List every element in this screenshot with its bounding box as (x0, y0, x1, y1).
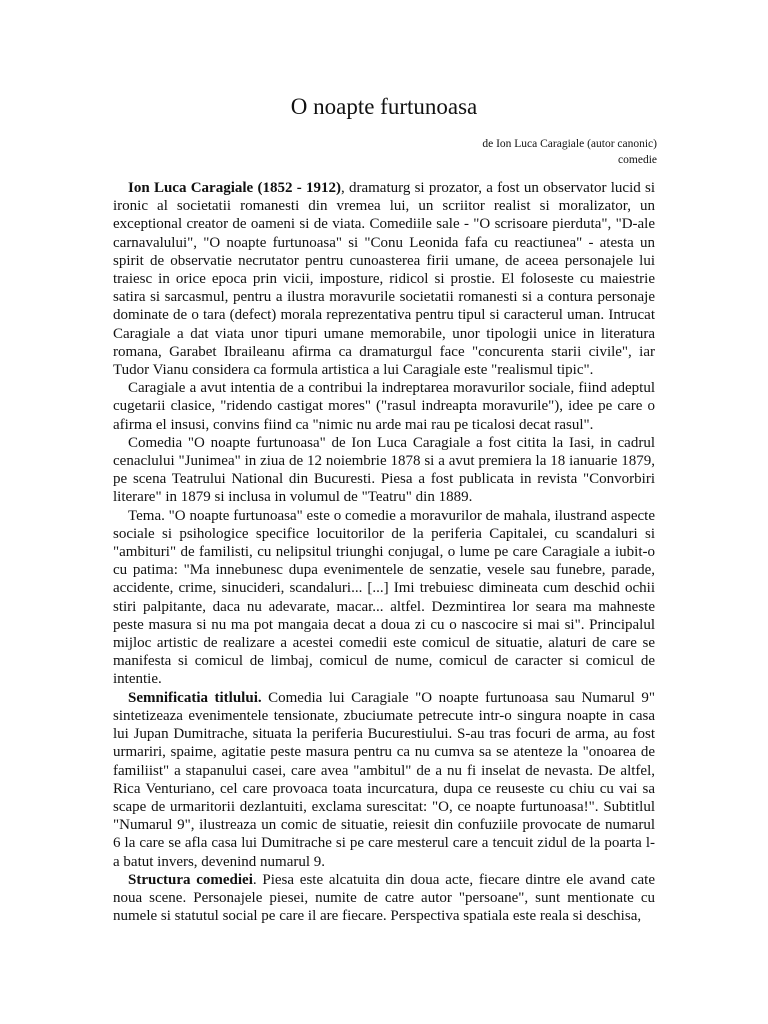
paragraph-structura (113, 871, 655, 926)
paragraph-lead: Ion Luca Caragiale (1852 - 1912) (128, 180, 341, 196)
paragraph-text: , dramaturg si prozator, a fost un observator lucid si ironic al societatii romanesti din vremea lui, un scriitor realist si moralizator, un exceptional creator de oameni si de viata. Comediile sale - "O scrisoare pierduta", "D-ale carnavalului", "O noapte furtunoasa" si "Conu Leonida fafa cu reactiunea" - atesta un spirit de observatie necrutator pentru cunoasterea firii umane, de aceea personajele lui traiesc in orice epoca prin vicii, imposture, ridicol si prostie. El foloseste cu maiestrie satira si sarcasmul, pentru a ilustra moravurile societatii romanesti si a contura personaje dominate de o tara (defect) morala reprezentativa pentru tipul si caracterul uman. Intrucat Caragiale a dat viata unor tipuri umane memorabile, unor tipologii unice in literatura romana, Garabet Ibraileanu afirma ca dramaturgul face "concurenta starii civile", iar Tudor Vianu considera ca formula artistica a lui Caragiale este "realismul tipic". (113, 180, 655, 379)
document-body (113, 179, 655, 925)
paragraph-text: Caragiale a avut intentia de a contribui la indreptarea moravurilor sociale, fiind adeptul cugetarii clasice, "ridendo castigat mores" ("rasul indreapta moravurile"), idee pe care o afirma el insusi, convins fiind ca "nimic nu arde mai rau pe ticalosi decat rasul". (113, 380, 655, 433)
byline-author: de Ion Luca Caragiale (autor canonic) (482, 138, 657, 150)
paragraph-lead: Semnificatia titlului. (128, 689, 262, 706)
byline (482, 136, 657, 168)
byline-genre: comedie (618, 154, 657, 166)
paragraph-titlul (113, 689, 655, 871)
paragraph-premiera (113, 434, 655, 507)
paragraph-text: Comedia "O noapte furtunoasa" de Ion Luca Caragiale a fost citita la Iasi, in cadrul cenaclului "Junimea" in ziua de 12 noiembrie 1878 si a avut premiera la 18 ianuarie 1879, pe scena Teatrului National din Bucuresti. Piesa a fost publicata in revista "Convorbiri literare" in 1879 si inclusa in volumul de "Teatru" din 1889. (113, 434, 655, 506)
paragraph-text: Tema. "O noapte furtunoasa" este o comedie a moravurilor de mahala, ilustrand aspecte sociale si psihologice specifice locuitorilor de la periferia Capitalei, cu scandaluri si "ambituri" de familisti, cu nelipsitul triunghi conjugal, o lume pe care Caragiale a iubit-o cu patima: "Ma innebunesc dupa evenimentele de senzatie, vesele sau funebre, parade, accidente, crime, sinucideri, scandaluri... [...] Imi trebuiesc dimineata cum deschid ochii stiri palpitante, daca nu adevarate, macar... altfel. Dezmintirea lor seara ma mahneste peste masura si nu ma pot mangaia decat a doua zi cu o nascocire si mai si". Principalul mijloc artistic de realizare a acestei comedii este comicul de situatie, alaturi de care se manifesta si comicul de limbaj, comicul de nume, comicul de caracter si comicul de intentie. (113, 507, 655, 688)
paragraph-text: Comedia lui Caragiale "O noapte furtunoasa sau Numarul 9" sintetizeaza evenimentele tensionate, zbuciumate petrecute intr-o singura noapte in casa lui Jupan Dumitrache, situata la periferia Bucurestiului. S-au tras focuri de arma, au fost urmariri, spaime, agitatie peste masura pentru ca nu cumva sa se atenteze la "onoarea de familiist" a stapanului casei, care avea "ambitul" de a nu fi inselat de nevasta. De altfel, Rica Venturiano, cel care provoaca toata incurcatura, dupa ce reuseste cu chiu cu vai sa scape de urmaritorii dezlantuiti, exclama surescitat: "O, ce noapte furtunoasa!". Subtitlul "Numarul 9", ilustreaza un comic de situatie, reiesit din confuziile provocate de numarul 6 la care se afla casa lui Dumitrache si pe care mesterul care a tencuit zidul de la poarta l-a batut invers, devenind numarul 9. (113, 689, 655, 870)
paragraph-tema (113, 507, 655, 689)
paragraph-text: . Piesa este alcatuita din doua acte, fiecare dintre ele avand cate noua scene. Personajele piesei, numite de catre autor "persoane", sunt mentionate cu numele si statutul social pe care il are fiecare. Perspectiva spatiala este reala si deschisa, (113, 871, 656, 925)
paragraph-intentia (113, 379, 655, 434)
paragraph-lead: Structura comediei (128, 871, 253, 888)
paragraph-intro (113, 179, 655, 379)
page-title: O noapte furtunoasa (290, 94, 478, 119)
